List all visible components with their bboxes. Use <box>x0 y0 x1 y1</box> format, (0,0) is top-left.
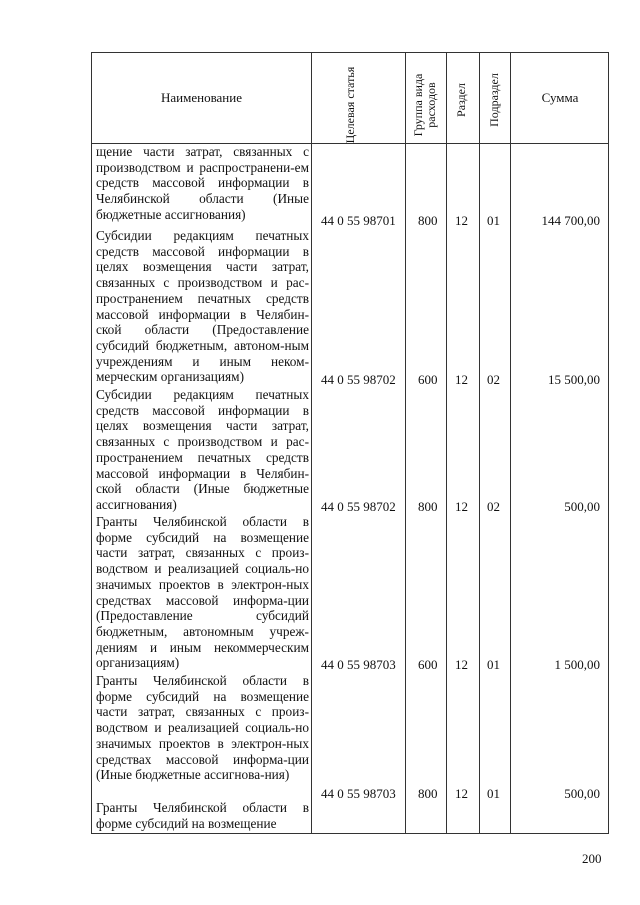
row-4-section: 12 <box>455 657 468 672</box>
row-2-group: 600 <box>418 372 438 387</box>
row-1-target: 44 0 55 98701 <box>321 213 396 228</box>
row-5-group: 800 <box>418 786 438 801</box>
header-name-label: Наименование <box>161 90 242 105</box>
row-3-name: Субсидии редакциям печатных средств массовой информации в целях возмещения части затрат, связанных с производством и рас-пространением печатных средств массовой информации в Челябин-ской области (Иные бюджетные ассигнования) <box>96 387 309 512</box>
budget-table <box>91 52 609 834</box>
row-3-target: 44 0 55 98702 <box>321 499 396 514</box>
column-divider <box>405 53 406 833</box>
row-4-sum: 1 500,00 <box>554 657 600 672</box>
row-5-target: 44 0 55 98703 <box>321 786 396 801</box>
row-3-subsection: 02 <box>487 499 500 514</box>
row-4-subsection: 01 <box>487 657 500 672</box>
row-4-name: Гранты Челябинской области в форме субсидий на возмещение части затрат, связанных с произ-водством и реализацией социаль-но значимых проектов в электрон-ных средствах массовой информа-ции (Предоставление субсидий бюджетным, автономным учреж-дениям и иным некоммерческим организациям) <box>96 514 309 671</box>
row-2-name: Субсидии редакциям печатных средств массовой информации в целях возмещения части затрат, связанных с производством и рас-пространением печатных средств массовой информации в Челябин-ской области (Предоставление субсидий бюджетным, автоном-ным учреждениям и иным неком-мерческим организациям) <box>96 228 309 385</box>
row-5-section: 12 <box>455 786 468 801</box>
row-1-group: 800 <box>418 213 438 228</box>
column-divider <box>510 53 511 833</box>
header-subsection: Подраздел <box>487 73 501 127</box>
row-4-group: 600 <box>418 657 438 672</box>
row-2-sum: 15 500,00 <box>548 372 600 387</box>
page-number: 200 <box>582 851 602 866</box>
column-divider <box>311 53 312 833</box>
row-5-name: Гранты Челябинской области в форме субсидий на возмещение части затрат, связанных с произ-водством и реализацией социаль-но значимых проектов в электрон-ных средствах массовой информа-ции (Иные бюджетные ассигнова-ния) <box>96 673 309 783</box>
header-name <box>92 53 311 143</box>
header-expense-group: Группа вида расходов <box>411 73 438 137</box>
row-3-section: 12 <box>455 499 468 514</box>
header-section: Раздел <box>454 83 468 117</box>
row-2-subsection: 02 <box>487 372 500 387</box>
row-5-sum: 500,00 <box>564 786 600 801</box>
row-2-target: 44 0 55 98702 <box>321 372 396 387</box>
column-divider <box>446 53 447 833</box>
row-3-group: 800 <box>418 499 438 514</box>
header-sum <box>510 53 610 143</box>
row-1-sum: 144 700,00 <box>541 213 600 228</box>
row-1-subsection: 01 <box>487 213 500 228</box>
row-2-section: 12 <box>455 372 468 387</box>
column-divider <box>479 53 480 833</box>
row-6-name: Гранты Челябинской области в форме субсидий на возмещение <box>96 800 309 831</box>
row-4-target: 44 0 55 98703 <box>321 657 396 672</box>
header-sum-label: Сумма <box>541 90 579 105</box>
row-1-name: щение части затрат, связанных с производством и распространени-ем средств массовой информации в Челябинской области (Иные бюджетные ассигнования) <box>96 144 309 222</box>
row-3-sum: 500,00 <box>564 499 600 514</box>
header-target: Целевая статья <box>343 66 357 144</box>
row-1-section: 12 <box>455 213 468 228</box>
row-5-subsection: 01 <box>487 786 500 801</box>
